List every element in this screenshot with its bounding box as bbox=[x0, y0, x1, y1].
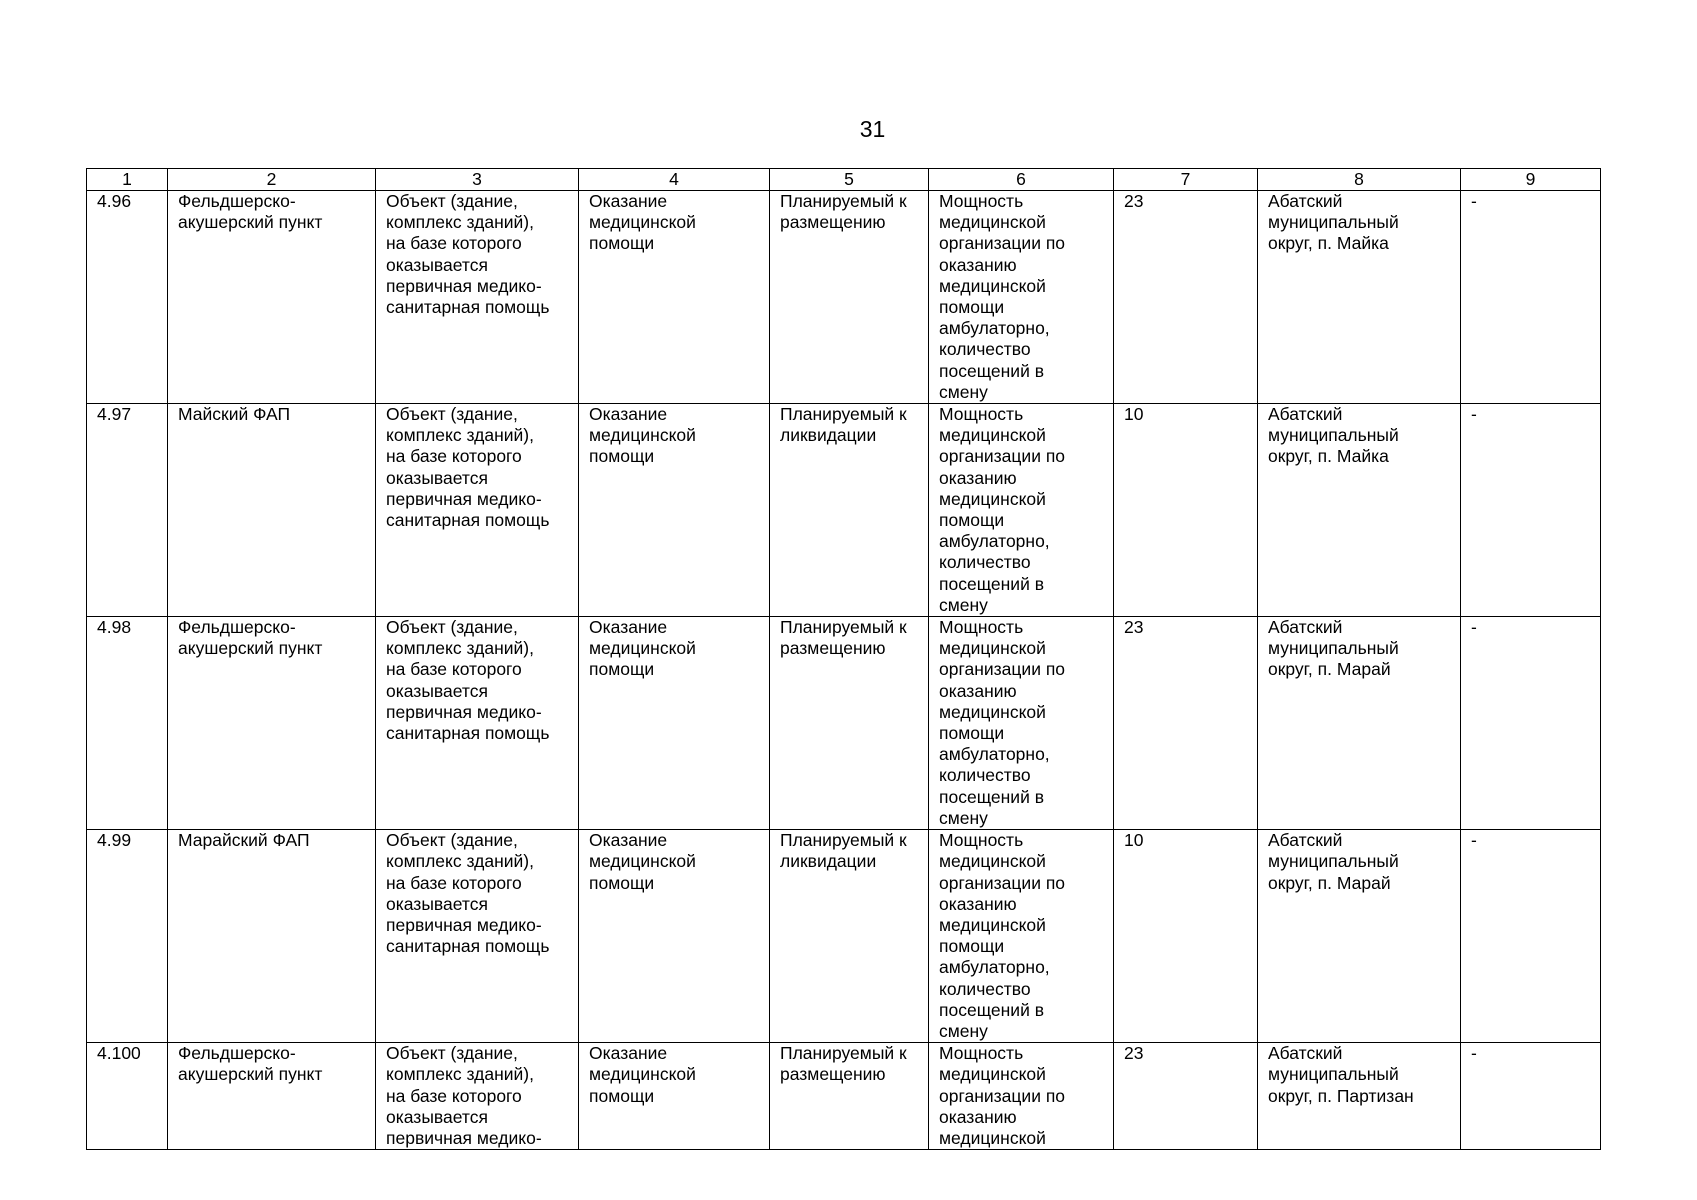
cell-characteristic: Мощность медицинской организации по оказанию медицинской помощи амбулаторно, количество посещений в смену bbox=[929, 404, 1114, 617]
cell-number: 4.98 bbox=[87, 617, 168, 830]
column-header: 4 bbox=[579, 169, 770, 191]
column-header: 9 bbox=[1461, 169, 1601, 191]
cell-status: Планируемый к ликвидации bbox=[770, 830, 929, 1043]
cell-value: 10 bbox=[1114, 404, 1258, 617]
cell-value: 23 bbox=[1114, 191, 1258, 404]
cell-name: Майский ФАП bbox=[168, 404, 376, 617]
header-row bbox=[87, 169, 1601, 191]
cell-zone: - bbox=[1461, 830, 1601, 1043]
column-header: 2 bbox=[168, 169, 376, 191]
cell-status: Планируемый к размещению bbox=[770, 1043, 929, 1150]
cell-value: 10 bbox=[1114, 830, 1258, 1043]
column-header: 7 bbox=[1114, 169, 1258, 191]
cell-number: 4.99 bbox=[87, 830, 168, 1043]
table-row bbox=[87, 404, 1601, 617]
cell-object-type: Объект (здание, комплекс зданий), на базе которого оказывается первичная медико- санитарная помощь bbox=[376, 404, 579, 617]
column-header: 5 bbox=[770, 169, 929, 191]
cell-name: Фельдшерско- акушерский пункт bbox=[168, 1043, 376, 1150]
table-row bbox=[87, 191, 1601, 404]
cell-purpose: Оказание медицинской помощи bbox=[579, 617, 770, 830]
cell-object-type: Объект (здание, комплекс зданий), на базе которого оказывается первичная медико- bbox=[376, 1043, 579, 1150]
cell-status: Планируемый к размещению bbox=[770, 617, 929, 830]
column-header: 6 bbox=[929, 169, 1114, 191]
table-row bbox=[87, 830, 1601, 1043]
cell-location: Абатский муниципальный округ, п. Майка bbox=[1258, 404, 1461, 617]
table-row bbox=[87, 617, 1601, 830]
cell-name: Фельдшерско- акушерский пункт bbox=[168, 617, 376, 830]
cell-characteristic: Мощность медицинской организации по оказанию медицинской помощи амбулаторно, количество посещений в смену bbox=[929, 617, 1114, 830]
page-number: 31 bbox=[859, 116, 886, 142]
column-header: 1 bbox=[87, 169, 168, 191]
cell-value: 23 bbox=[1114, 1043, 1258, 1150]
cell-characteristic: Мощность медицинской организации по оказанию медицинской помощи амбулаторно, количество посещений в смену bbox=[929, 830, 1114, 1043]
cell-zone: - bbox=[1461, 617, 1601, 830]
cell-object-type: Объект (здание, комплекс зданий), на базе которого оказывается первичная медико- санитарная помощь bbox=[376, 191, 579, 404]
cell-purpose: Оказание медицинской помощи bbox=[579, 830, 770, 1043]
cell-number: 4.100 bbox=[87, 1043, 168, 1150]
cell-zone: - bbox=[1461, 404, 1601, 617]
cell-purpose: Оказание медицинской помощи bbox=[579, 404, 770, 617]
cell-value: 23 bbox=[1114, 617, 1258, 830]
cell-object-type: Объект (здание, комплекс зданий), на базе которого оказывается первичная медико- санитарная помощь bbox=[376, 617, 579, 830]
cell-name: Марайский ФАП bbox=[168, 830, 376, 1043]
cell-characteristic: Мощность медицинской организации по оказанию медицинской bbox=[929, 1043, 1114, 1150]
cell-status: Планируемый к размещению bbox=[770, 191, 929, 404]
cell-zone: - bbox=[1461, 1043, 1601, 1150]
cell-purpose: Оказание медицинской помощи bbox=[579, 191, 770, 404]
cell-characteristic: Мощность медицинской организации по оказанию медицинской помощи амбулаторно, количество посещений в смену bbox=[929, 191, 1114, 404]
cell-number: 4.97 bbox=[87, 404, 168, 617]
table-row bbox=[87, 1043, 1601, 1150]
facilities-table bbox=[86, 168, 1601, 1150]
cell-number: 4.96 bbox=[87, 191, 168, 404]
cell-zone: - bbox=[1461, 191, 1601, 404]
column-header: 3 bbox=[376, 169, 579, 191]
cell-location: Абатский муниципальный округ, п. Марай bbox=[1258, 830, 1461, 1043]
cell-object-type: Объект (здание, комплекс зданий), на базе которого оказывается первичная медико- санитарная помощь bbox=[376, 830, 579, 1043]
cell-purpose: Оказание медицинской помощи bbox=[579, 1043, 770, 1150]
cell-name: Фельдшерско- акушерский пункт bbox=[168, 191, 376, 404]
cell-location: Абатский муниципальный округ, п. Партизан bbox=[1258, 1043, 1461, 1150]
cell-location: Абатский муниципальный округ, п. Марай bbox=[1258, 617, 1461, 830]
column-header: 8 bbox=[1258, 169, 1461, 191]
cell-location: Абатский муниципальный округ, п. Майка bbox=[1258, 191, 1461, 404]
cell-status: Планируемый к ликвидации bbox=[770, 404, 929, 617]
